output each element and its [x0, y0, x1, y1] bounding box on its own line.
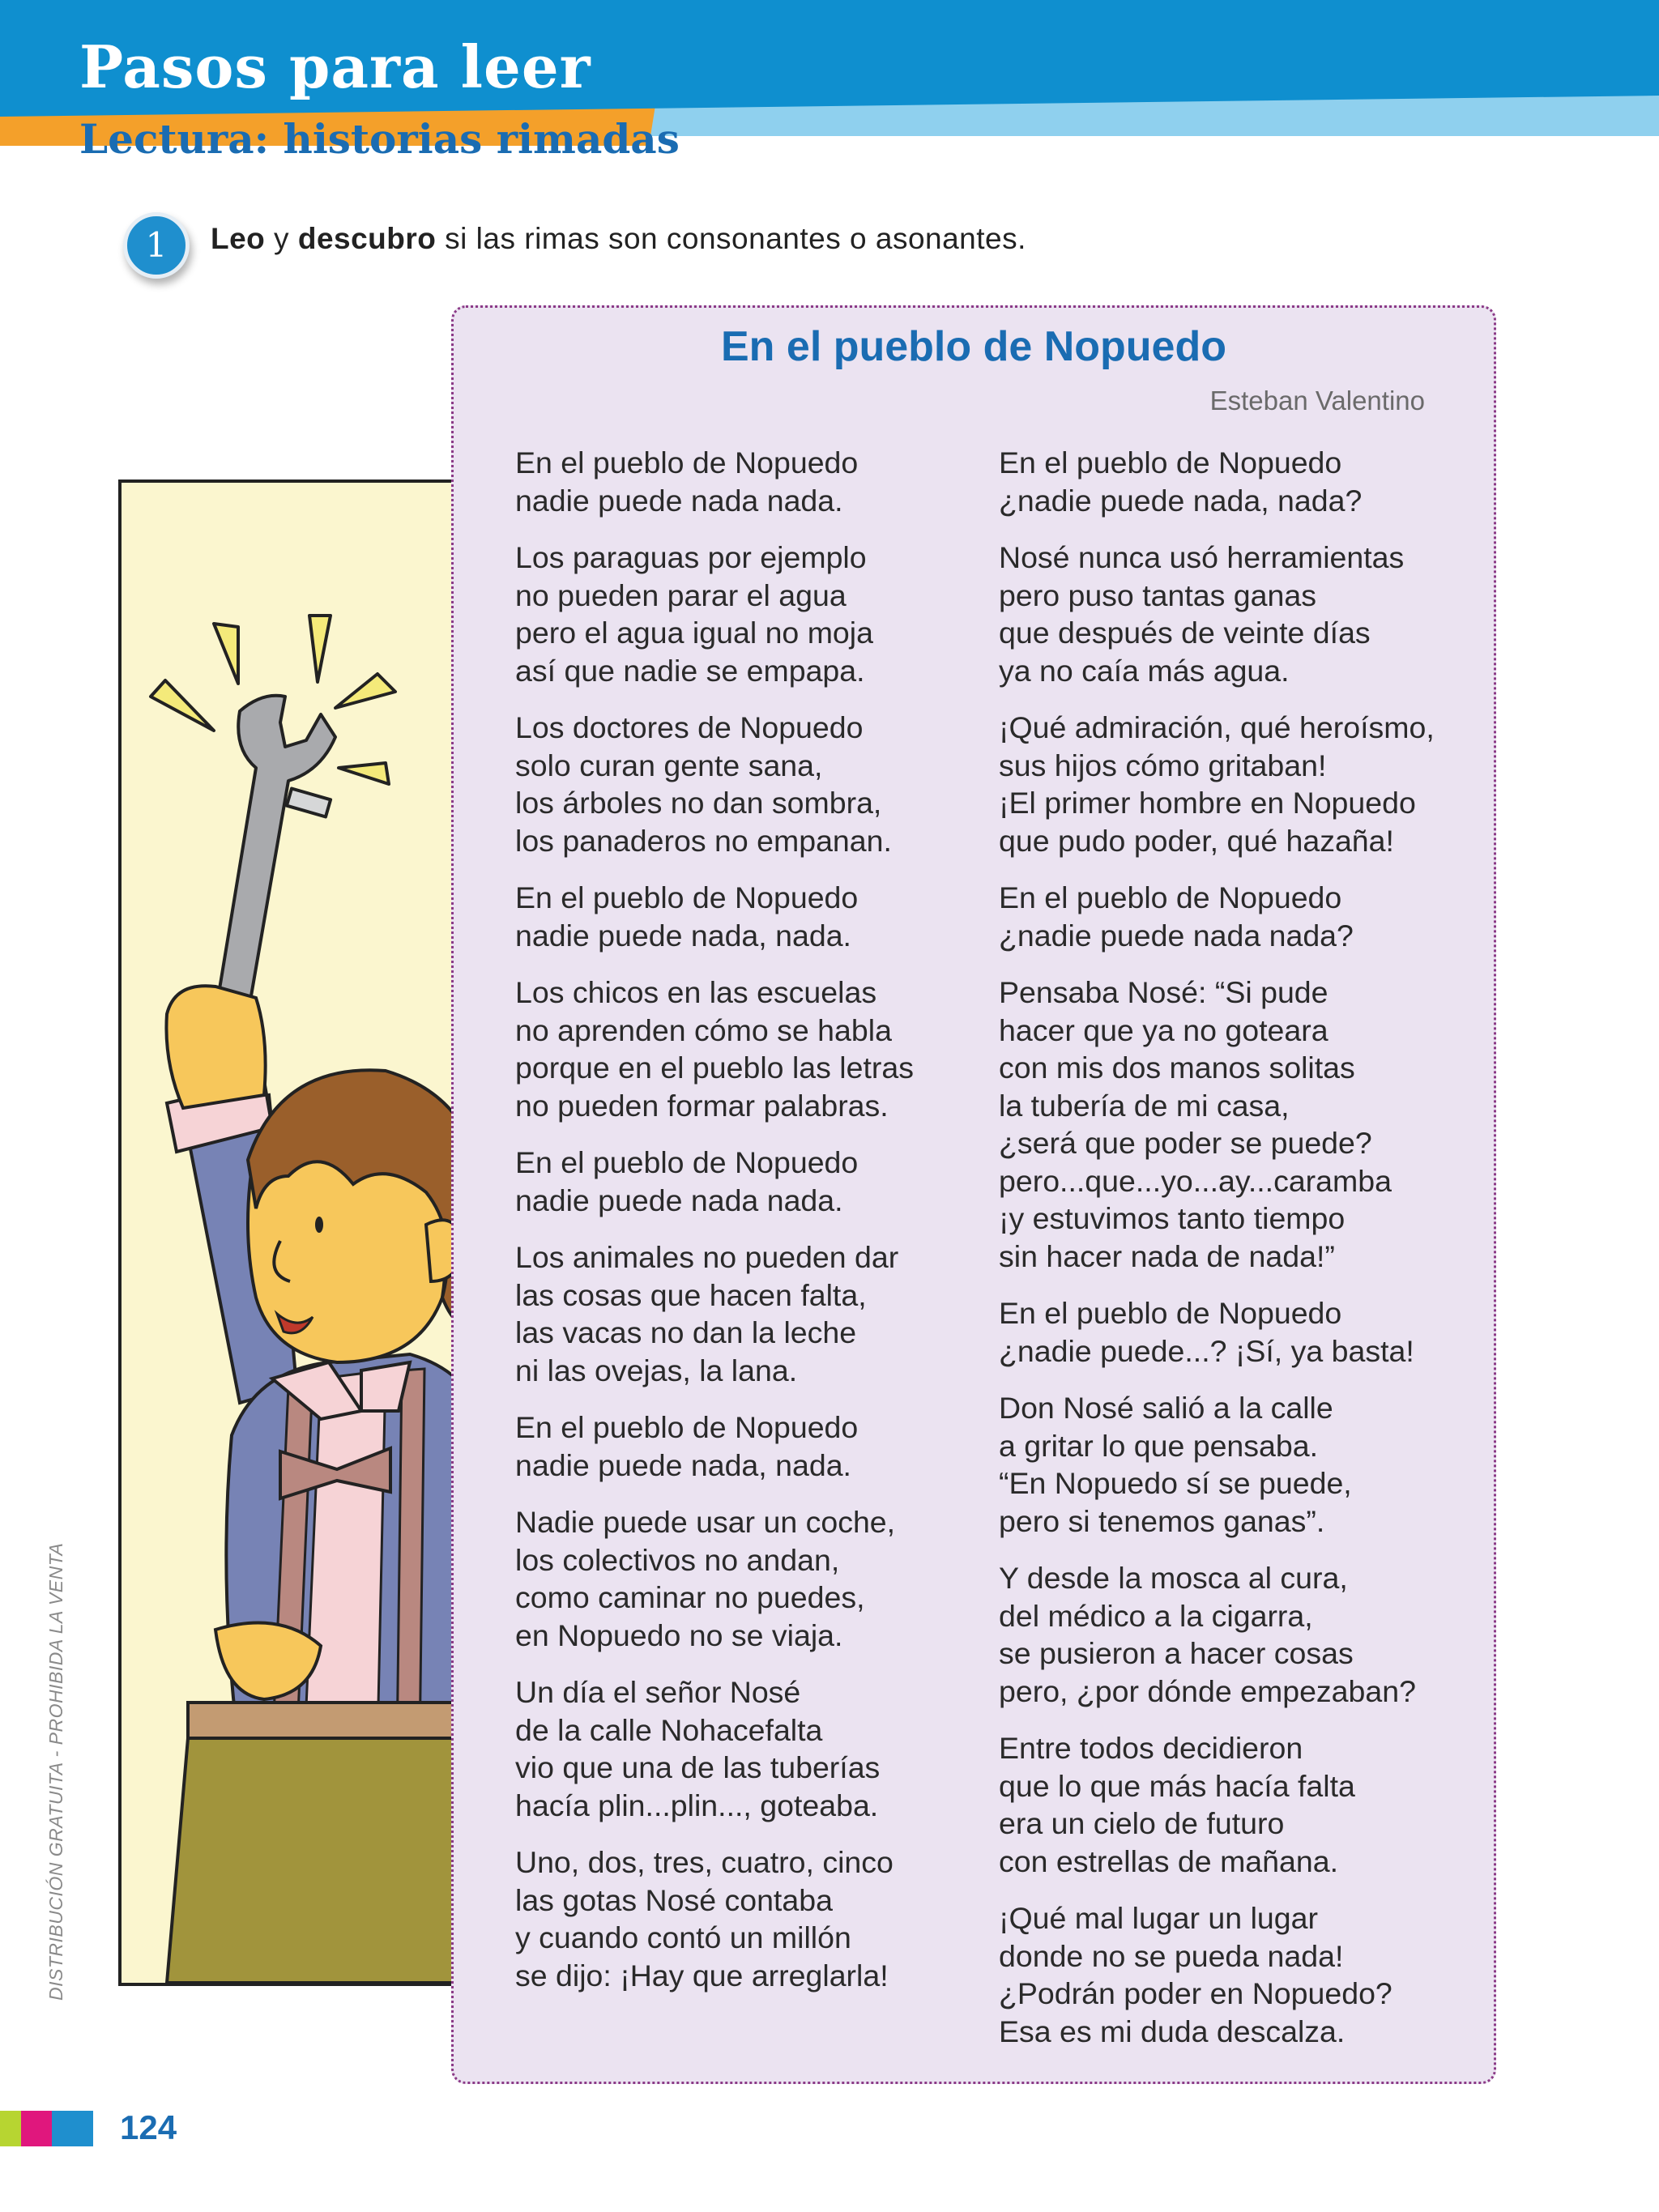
- poem-stanza: [515, 444, 985, 519]
- poem-line: Los doctores de Nopuedo: [515, 710, 864, 744]
- poem-line: solo curan gente sana,: [515, 748, 823, 782]
- poem-line: donde no se pueda nada!: [999, 1938, 1344, 1973]
- poem-line: Un día el señor Nosé: [515, 1675, 801, 1709]
- poem-line: nadie puede nada, nada.: [515, 918, 851, 953]
- poem-stanza: [515, 879, 985, 954]
- poem-line: no pueden parar el agua: [515, 578, 847, 612]
- poem-line: en Nopuedo no se viaja.: [515, 1617, 843, 1652]
- instruction-verb-1: Leo: [211, 222, 266, 255]
- poem-author: Esteban Valentino: [1209, 386, 1425, 416]
- poem-line: Nosé nunca usó herramientas: [999, 540, 1405, 574]
- poem-line: del médico a la cigarra,: [999, 1598, 1313, 1633]
- poem-line: los panaderos no empanan.: [515, 823, 892, 858]
- trousers: [167, 1738, 481, 1983]
- poem-line: Los paraguas por ejemplo: [515, 540, 867, 574]
- poem-line: vio que una de las tuberías: [515, 1750, 881, 1784]
- poem-stanza: [515, 1144, 985, 1219]
- poem-column-right: [999, 444, 1469, 2069]
- strip-magenta: [21, 2111, 52, 2146]
- poem-stanza: [999, 444, 1469, 519]
- poem-line: ¿nadie puede...? ¡Sí, ya basta!: [999, 1333, 1414, 1368]
- poem-line: Esa es mi duda descalza.: [999, 2014, 1346, 2048]
- poem-line: En el pueblo de Nopuedo: [515, 1145, 859, 1179]
- poem-line: los colectivos no andan,: [515, 1542, 840, 1577]
- poem-line: En el pueblo de Nopuedo: [999, 880, 1342, 914]
- poem-line: que pudo poder, qué hazaña!: [999, 823, 1394, 858]
- poem-line: “En Nopuedo sí se puede,: [999, 1466, 1352, 1500]
- poem-line: porque en el pueblo las letras: [515, 1051, 915, 1085]
- poem-line: y cuando contó un millón: [515, 1920, 851, 1954]
- poem-stanza: [999, 1899, 1469, 2050]
- poem-line: no pueden formar palabras.: [515, 1088, 889, 1123]
- poem-title: En el pueblo de Nopuedo: [721, 323, 1226, 370]
- poem-line: con estrellas de mañana.: [999, 1843, 1339, 1878]
- raised-hand: [166, 986, 265, 1108]
- poem-line: que después de veinte días: [999, 616, 1371, 650]
- strip-green: [0, 2111, 21, 2146]
- poem-line: nadie puede nada, nada.: [515, 1447, 851, 1482]
- poem-line: nadie puede nada nada.: [515, 483, 843, 518]
- poem-line: ¡El primer hombre en Nopuedo: [999, 786, 1416, 820]
- poem-line: En el pueblo de Nopuedo: [999, 1296, 1342, 1330]
- poem-line: pero...que...yo...ay...caramba: [999, 1163, 1392, 1198]
- belt: [188, 1703, 481, 1738]
- poem-line: no aprenden cómo se habla: [515, 1012, 892, 1047]
- poem-line: ya no caía más agua.: [999, 653, 1290, 688]
- poem-line: Nadie puede usar un coche,: [515, 1505, 896, 1539]
- poem-line: sus hijos cómo gritaban!: [999, 748, 1327, 782]
- poem-line: los árboles no dan sombra,: [515, 786, 882, 820]
- boy-with-wrench-illustration: [118, 479, 483, 1986]
- poem-line: En el pueblo de Nopuedo: [515, 445, 859, 479]
- boy-eye: [315, 1217, 323, 1233]
- instruction-conjunction: y: [265, 222, 298, 255]
- poem-line: hacer que ya no goteara: [999, 1012, 1328, 1047]
- poem-stanza: [999, 1294, 1469, 1370]
- strip-blue: [52, 2111, 93, 2146]
- poem-line: con mis dos manos solitas: [999, 1051, 1355, 1085]
- poem-stanza: [999, 974, 1469, 1275]
- poem-line: En el pueblo de Nopuedo: [515, 1410, 859, 1444]
- poem-box: [451, 305, 1496, 2084]
- poem-line: Entre todos decidieron: [999, 1731, 1303, 1765]
- poem-stanza: [515, 709, 985, 859]
- poem-line: ni las ovejas, la lana.: [515, 1353, 798, 1387]
- section-subtitle: Lectura: historias rimadas: [79, 115, 680, 163]
- poem-line: ¡y estuvimos tanto tiempo: [999, 1201, 1346, 1235]
- poem-line: las cosas que hacen falta,: [515, 1277, 867, 1312]
- page-color-strip: [0, 2111, 93, 2146]
- poem-line: Los chicos en las escuelas: [515, 975, 877, 1009]
- poem-line: se pusieron a hacer cosas: [999, 1636, 1354, 1670]
- poem-stanza: [999, 1559, 1469, 1710]
- poem-line: ¿Podrán poder en Nopuedo?: [999, 1976, 1392, 2010]
- poem-stanza: [515, 1673, 985, 1824]
- page-title: Pasos para leer: [79, 32, 591, 101]
- poem-line: pero si tenemos ganas”.: [999, 1503, 1325, 1538]
- poem-line: Pensaba Nosé: “Si pude: [999, 975, 1328, 1009]
- poem-stanza: [515, 974, 985, 1124]
- instruction-rest: si las rimas son consonantes o asonantes.: [436, 222, 1026, 255]
- poem-line: Uno, dos, tres, cuatro, cinco: [515, 1845, 893, 1879]
- poem-line: a gritar lo que pensaba.: [999, 1428, 1319, 1463]
- poem-stanza: [999, 709, 1469, 859]
- poem-line: como caminar no puedes,: [515, 1580, 865, 1614]
- poem-line: En el pueblo de Nopuedo: [515, 880, 859, 914]
- poem-stanza: [515, 1843, 985, 1994]
- poem-line: sin hacer nada de nada!”: [999, 1238, 1335, 1273]
- poem-line: pero, ¿por dónde empezaban?: [999, 1673, 1416, 1708]
- poem-line: nadie puede nada nada.: [515, 1183, 843, 1217]
- activity-instruction: [123, 206, 1095, 279]
- poem-stanza: [999, 539, 1469, 689]
- poem-line: En el pueblo de Nopuedo: [999, 445, 1342, 479]
- poem-stanza: [999, 1389, 1469, 1540]
- poem-line: ¿será que poder se puede?: [999, 1126, 1372, 1160]
- poem-line: la tubería de mi casa,: [999, 1088, 1290, 1123]
- instruction-verb-2: descubro: [297, 222, 437, 255]
- poem-line: de la calle Nohacefalta: [515, 1712, 823, 1747]
- poem-stanza: [515, 1503, 985, 1654]
- poem-column-left: [515, 444, 985, 2014]
- poem-line: era un cielo de futuro: [999, 1806, 1285, 1840]
- poem-line: Don Nosé salió a la calle: [999, 1391, 1333, 1425]
- poem-line: Los animales no pueden dar: [515, 1240, 899, 1274]
- poem-line: las gotas Nosé contaba: [515, 1882, 833, 1917]
- poem-line: pero puso tantas ganas: [999, 578, 1316, 612]
- distribution-notice: DISTRIBUCIÓN GRATUITA - PROHIBIDA LA VENTA: [45, 1542, 66, 2001]
- poem-line: ¡Qué mal lugar un lugar: [999, 1901, 1318, 1935]
- instruction-text: [211, 222, 1026, 256]
- poem-line: así que nadie se empapa.: [515, 653, 865, 688]
- poem-line: pero el agua igual no moja: [515, 616, 873, 650]
- poem-line: ¡Qué admiración, qué heroísmo,: [999, 710, 1435, 744]
- poem-line: que lo que más hacía falta: [999, 1768, 1355, 1803]
- poem-line: hacía plin...plin..., goteaba.: [515, 1788, 879, 1822]
- poem-line: ¿nadie puede nada, nada?: [999, 483, 1363, 518]
- poem-line: ¿nadie puede nada nada?: [999, 918, 1354, 953]
- poem-stanza: [999, 1729, 1469, 1880]
- activity-number-badge: 1: [123, 212, 190, 279]
- page-number: 124: [120, 2108, 177, 2146]
- poem-line: las vacas no dan la leche: [515, 1315, 857, 1349]
- poem-stanza: [515, 1238, 985, 1389]
- poem-stanza: [515, 1409, 985, 1484]
- poem-stanza: [515, 539, 985, 689]
- poem-stanza: [999, 879, 1469, 954]
- poem-line: Y desde la mosca al cura,: [999, 1561, 1348, 1595]
- poem-line: se dijo: ¡Hay que arreglarla!: [515, 1958, 889, 1993]
